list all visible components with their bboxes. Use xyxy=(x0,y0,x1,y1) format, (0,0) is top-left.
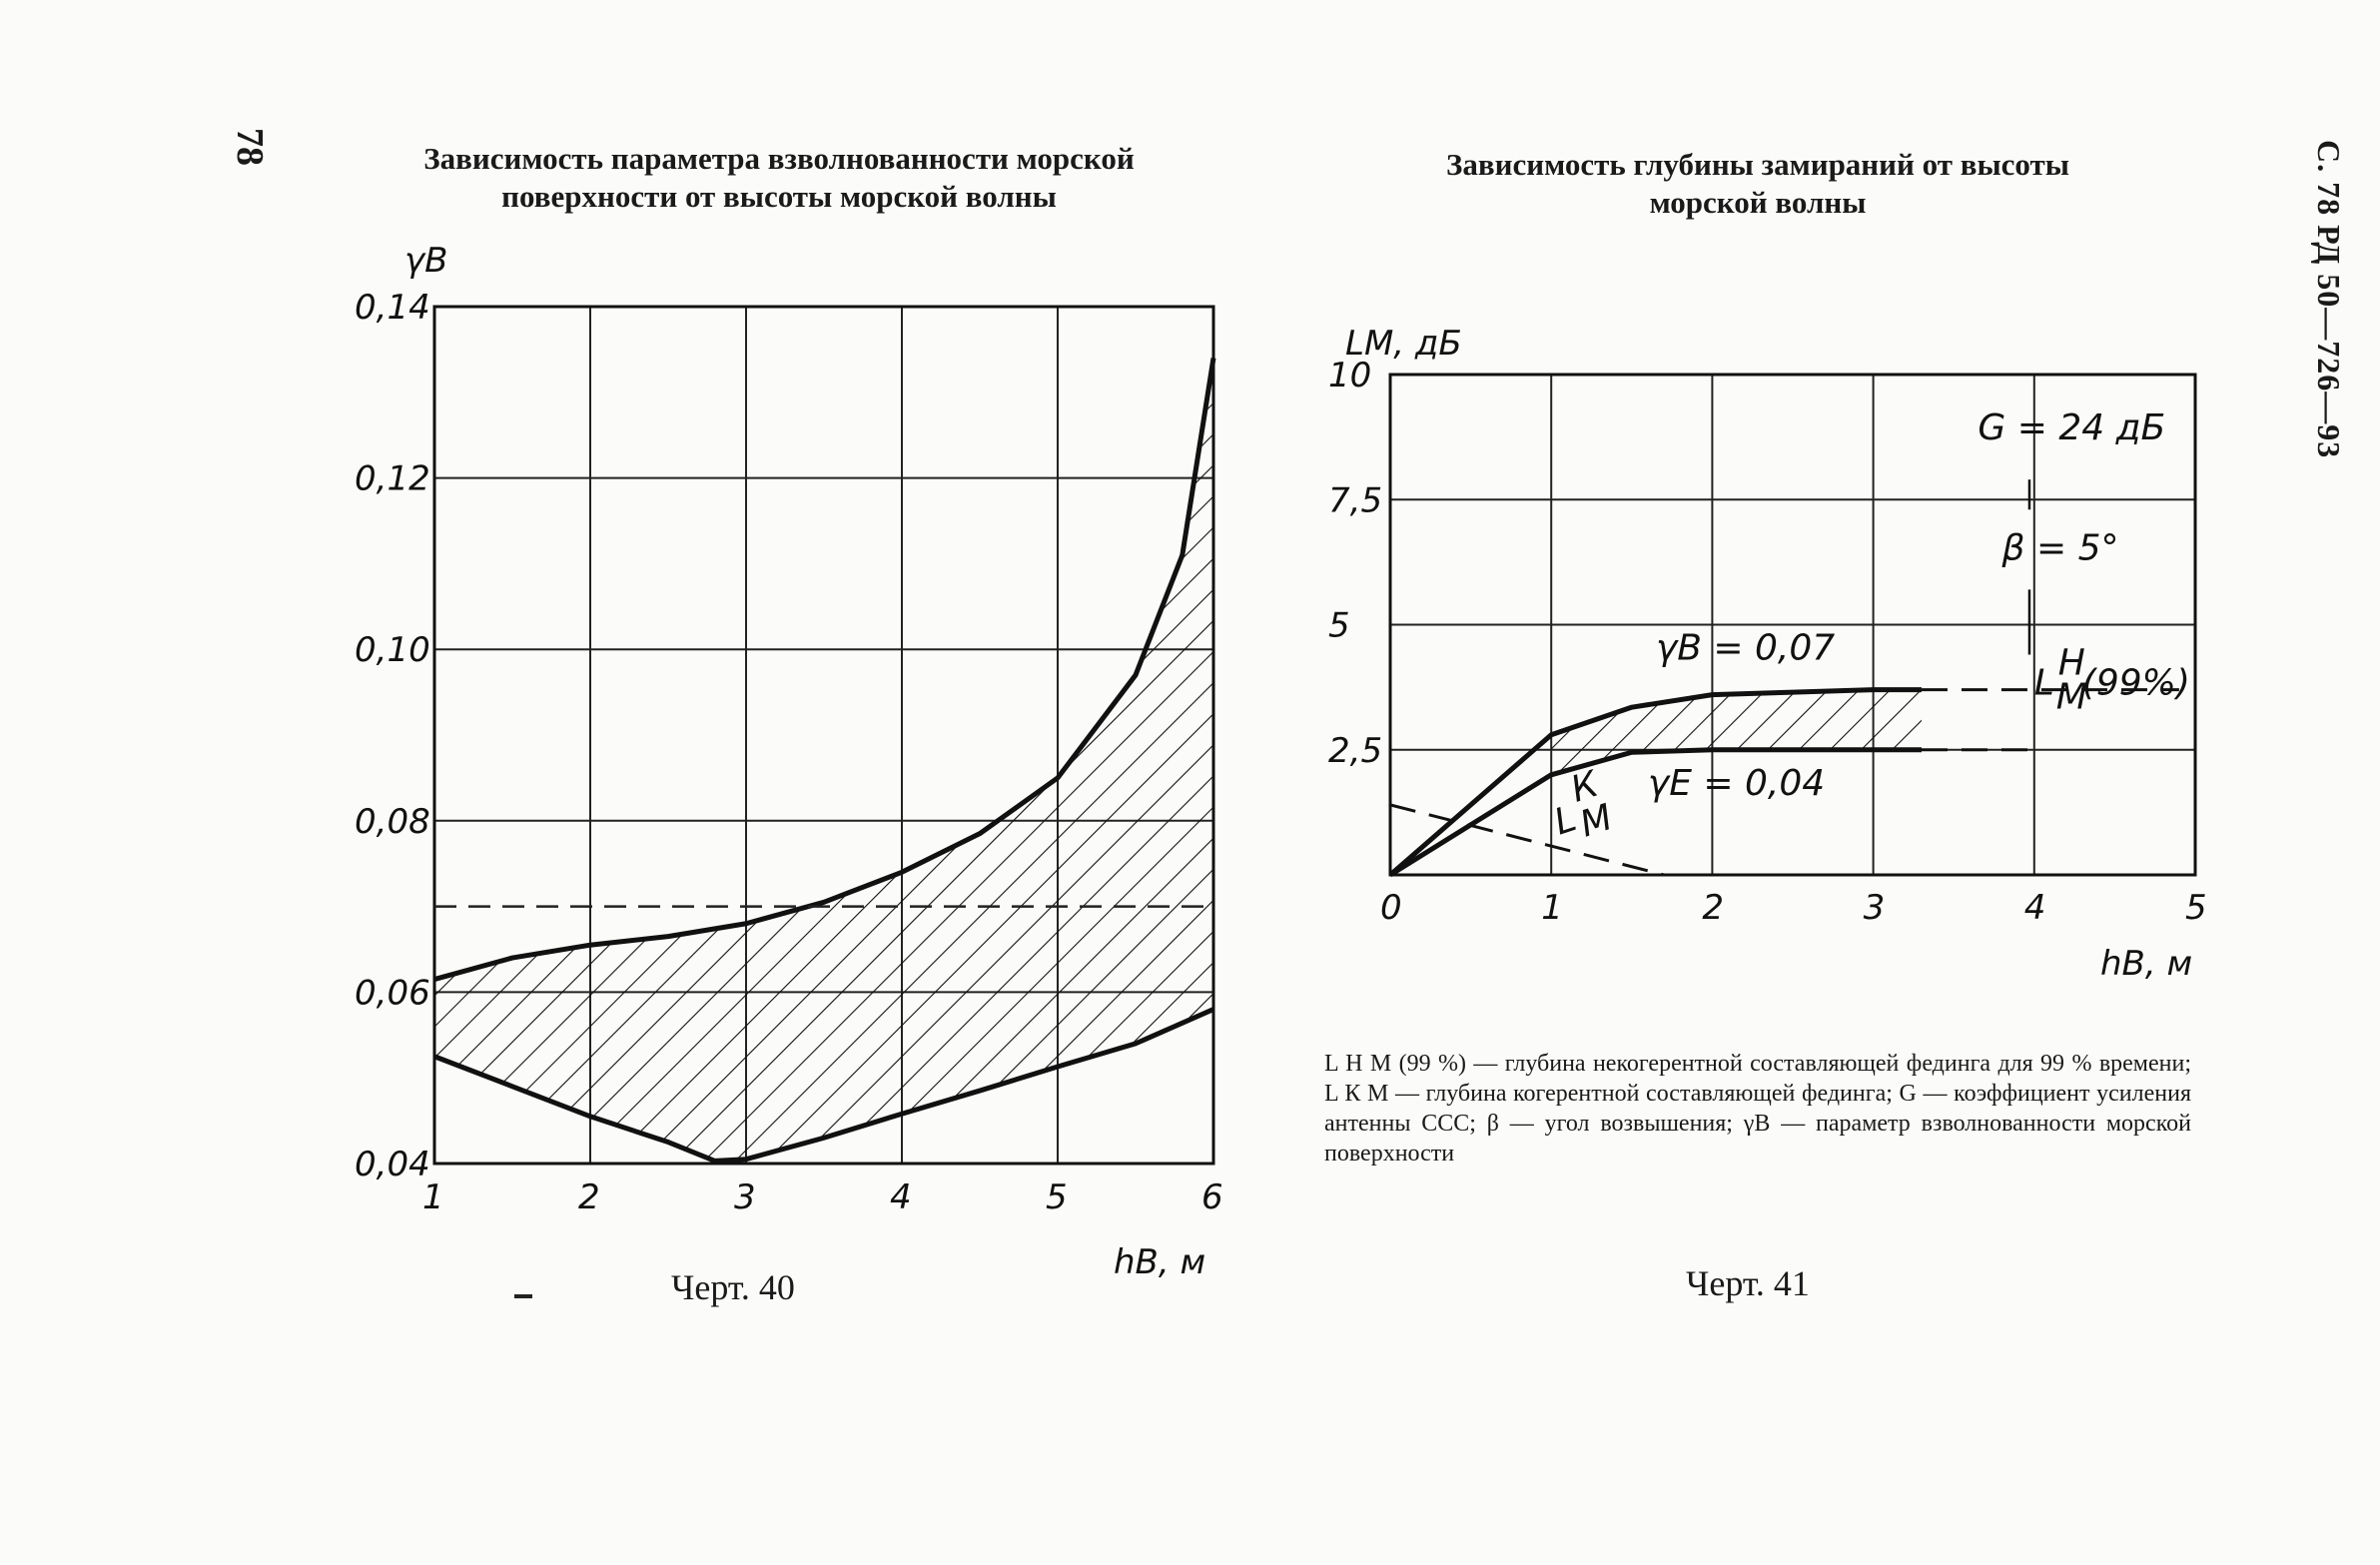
y-tick-label: 7,5 xyxy=(1328,480,1383,521)
y-tick-label: 2,5 xyxy=(1328,730,1383,771)
margin-dash xyxy=(514,1294,532,1298)
figure41-legend xyxy=(1324,1049,2191,1178)
y-tick-label: 10 xyxy=(1328,356,1372,395)
figure41-title-line1: Зависимость глубины замираний от высоты xyxy=(1446,147,2069,182)
y-tick-label: 0,04 xyxy=(355,1145,430,1184)
figure41-title-line2: морской волны xyxy=(1649,185,1867,220)
figure40-title-line1: Зависимость параметра взволнованности морской xyxy=(423,141,1135,176)
x-tick-label: 2 xyxy=(1702,888,1725,928)
legend-text: L Н М (99 %) — глубина некогерентной составляющей федингa для 99 % времени; L К М — глубина когерентной составляющей фединга; G — коэффициент усиления антенны ССС; β — угол возвышения; γВ — параметр взволнованности морской поверхности xyxy=(1324,1051,2191,1167)
label-ln-sup: Н xyxy=(2057,642,2085,684)
figure40-title-line2: поверхности от высоты морской волны xyxy=(501,179,1057,214)
x-tick-label: 5 xyxy=(1046,1177,1068,1217)
chart-fading-depth-vs-wave-height xyxy=(1328,324,2207,984)
y-axis-label: γB xyxy=(404,241,448,281)
label-lk: L xyxy=(1549,798,1582,844)
x-tick-label: 4 xyxy=(890,1177,912,1217)
chart-gamma-vs-wave-height xyxy=(355,241,1223,1282)
figure41-caption: Черт. 41 xyxy=(1686,1263,1810,1303)
figure40-caption: Черт. 40 xyxy=(671,1267,795,1307)
y-tick-label: 0,12 xyxy=(355,458,430,499)
x-tick-label: 4 xyxy=(2023,888,2046,928)
y-tick-label: 0,06 xyxy=(355,973,430,1014)
label-ln-tail: (99%) xyxy=(2081,662,2190,704)
x-axis-label: hB, м xyxy=(1114,1242,1206,1282)
y-tick-label: 0,14 xyxy=(355,288,430,328)
y-tick-label: 0,08 xyxy=(355,801,430,842)
x-tick-label: 2 xyxy=(578,1177,600,1217)
x-tick-label: 5 xyxy=(2185,888,2207,928)
x-tick-label: 3 xyxy=(1863,888,1886,928)
label-ln-sub: М xyxy=(2055,676,2087,718)
annotation-gamma-upper: γB = 0,07 xyxy=(1655,627,1836,669)
x-tick-label: 0 xyxy=(1380,888,1402,928)
x-tick-label: 1 xyxy=(422,1177,444,1217)
x-tick-label: 1 xyxy=(1541,888,1563,928)
label-ln: L xyxy=(2033,662,2054,704)
document-code: С. 78 РД 50—726—93 xyxy=(2311,140,2347,459)
y-axis-label: LM, дБ xyxy=(1345,324,1462,364)
label-lk-sup: К xyxy=(1566,763,1604,811)
page-number: 78 xyxy=(229,128,271,166)
annotation-beta: β = 5° xyxy=(2001,527,2119,569)
annotation-gamma-lower: γE = 0,04 xyxy=(1647,762,1826,804)
x-axis-label: hB, м xyxy=(2100,944,2193,984)
label-lk-sub: М xyxy=(1575,796,1618,846)
y-tick-label: 0,10 xyxy=(355,630,430,671)
x-tick-label: 6 xyxy=(1201,1177,1223,1217)
x-tick-label: 3 xyxy=(734,1177,756,1217)
annotation-gain: G = 24 дБ xyxy=(1978,407,2166,449)
y-tick-label: 5 xyxy=(1328,605,1350,646)
